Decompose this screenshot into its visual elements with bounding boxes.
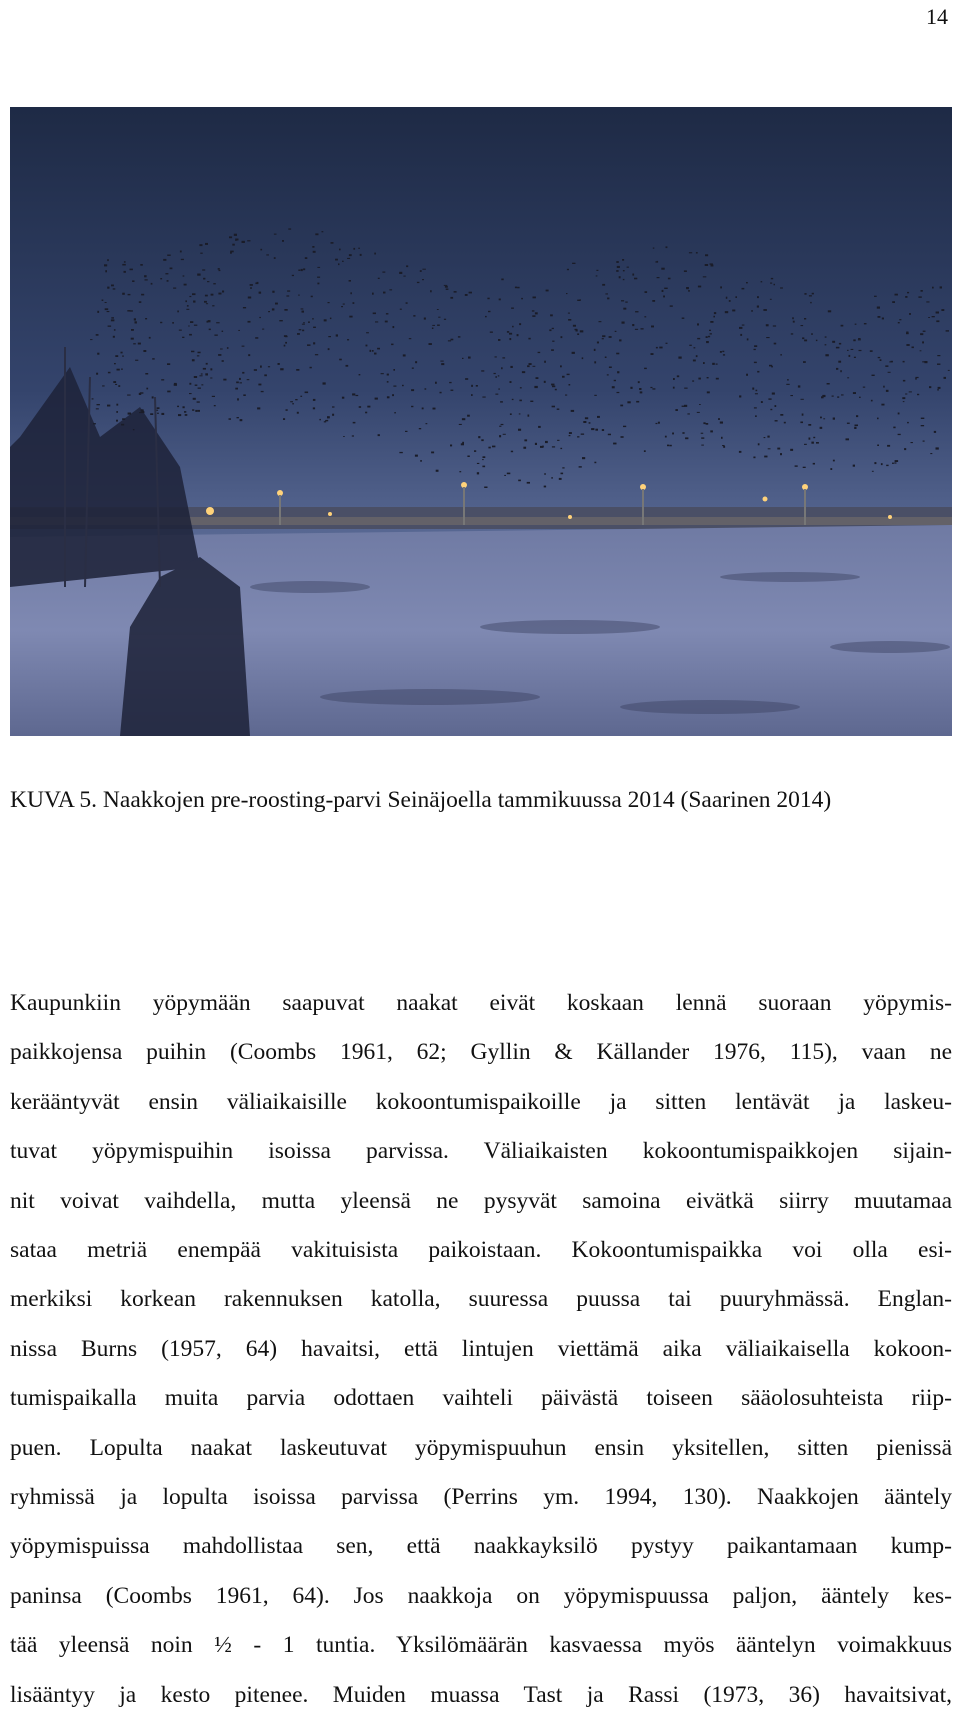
- paragraph-line: merkiksi korkean rakennuksen katolla, suuressa puussa tai puuryhmässä. Englan-: [10, 1286, 952, 1313]
- paragraph-line: puen. Lopulta naakat laskeutuvat yöpymispuuhun ensin yksitellen, sitten pienissä: [10, 1434, 952, 1461]
- paragraph-line: yöpymispuissa mahdollistaa sen, että naakkayksilö pystyy paikantamaan kump-: [10, 1533, 952, 1560]
- page-number: 14: [926, 4, 948, 29]
- photo-flock-icon: [10, 107, 952, 736]
- figure-photo: [10, 107, 952, 736]
- paragraph-line: tuvat yöpymispuihin isoissa parvissa. Väliaikaisten kokoontumispaikkojen sijain-: [10, 1138, 952, 1165]
- paragraph-line: paninsa (Coombs 1961, 64). Jos naakkoja on yöpymispuussa paljon, ääntely kes-: [10, 1582, 952, 1609]
- paragraph-line: kerääntyvät ensin väliaikaisille kokoontumispaikoille ja sitten lentävät ja laskeu-: [10, 1088, 952, 1115]
- paragraph-line: Kaupunkiin yöpymään saapuvat naakat eivät koskaan lennä suoraan yöpymis-: [10, 990, 952, 1016]
- paragraph-line: nit voivat vaihdella, mutta yleensä ne pysyvät samoina eivätkä siirry muutamaa: [10, 1187, 952, 1214]
- paragraph-line: nissa Burns (1957, 64) havaitsi, että lintujen viettämä aika väliaikaisella kokoon-: [10, 1335, 952, 1362]
- paragraph-line: lisääntyy ja kesto pitenee. Muiden muassa Tast ja Rassi (1973, 36) havaitsivat,: [10, 1681, 952, 1708]
- body-paragraph: [10, 979, 952, 1720]
- paragraph-line: tumispaikalla muita parvia odottaen vaihteli päivästä toiseen sääolosuhteista riip-: [10, 1385, 952, 1412]
- paragraph-line: tää yleensä noin ½ - 1 tuntia. Yksilömäärän kasvaessa myös ääntelyn voimakkuus: [10, 1632, 952, 1659]
- paragraph-line: ryhmissä ja lopulta isoissa parvissa (Perrins ym. 1994, 130). Naakkojen ääntely: [10, 1484, 952, 1511]
- figure-caption: KUVA 5. Naakkojen pre-roosting-parvi Seinäjoella tammikuussa 2014 (Saarinen 2014): [10, 787, 832, 813]
- paragraph-line: sataa metriä enempää vakituisista paikoistaan. Kokoontumispaikka voi olla esi-: [10, 1237, 952, 1264]
- paragraph-line: paikkojensa puihin (Coombs 1961, 62; Gyllin & Källander 1976, 115), vaan ne: [10, 1039, 952, 1066]
